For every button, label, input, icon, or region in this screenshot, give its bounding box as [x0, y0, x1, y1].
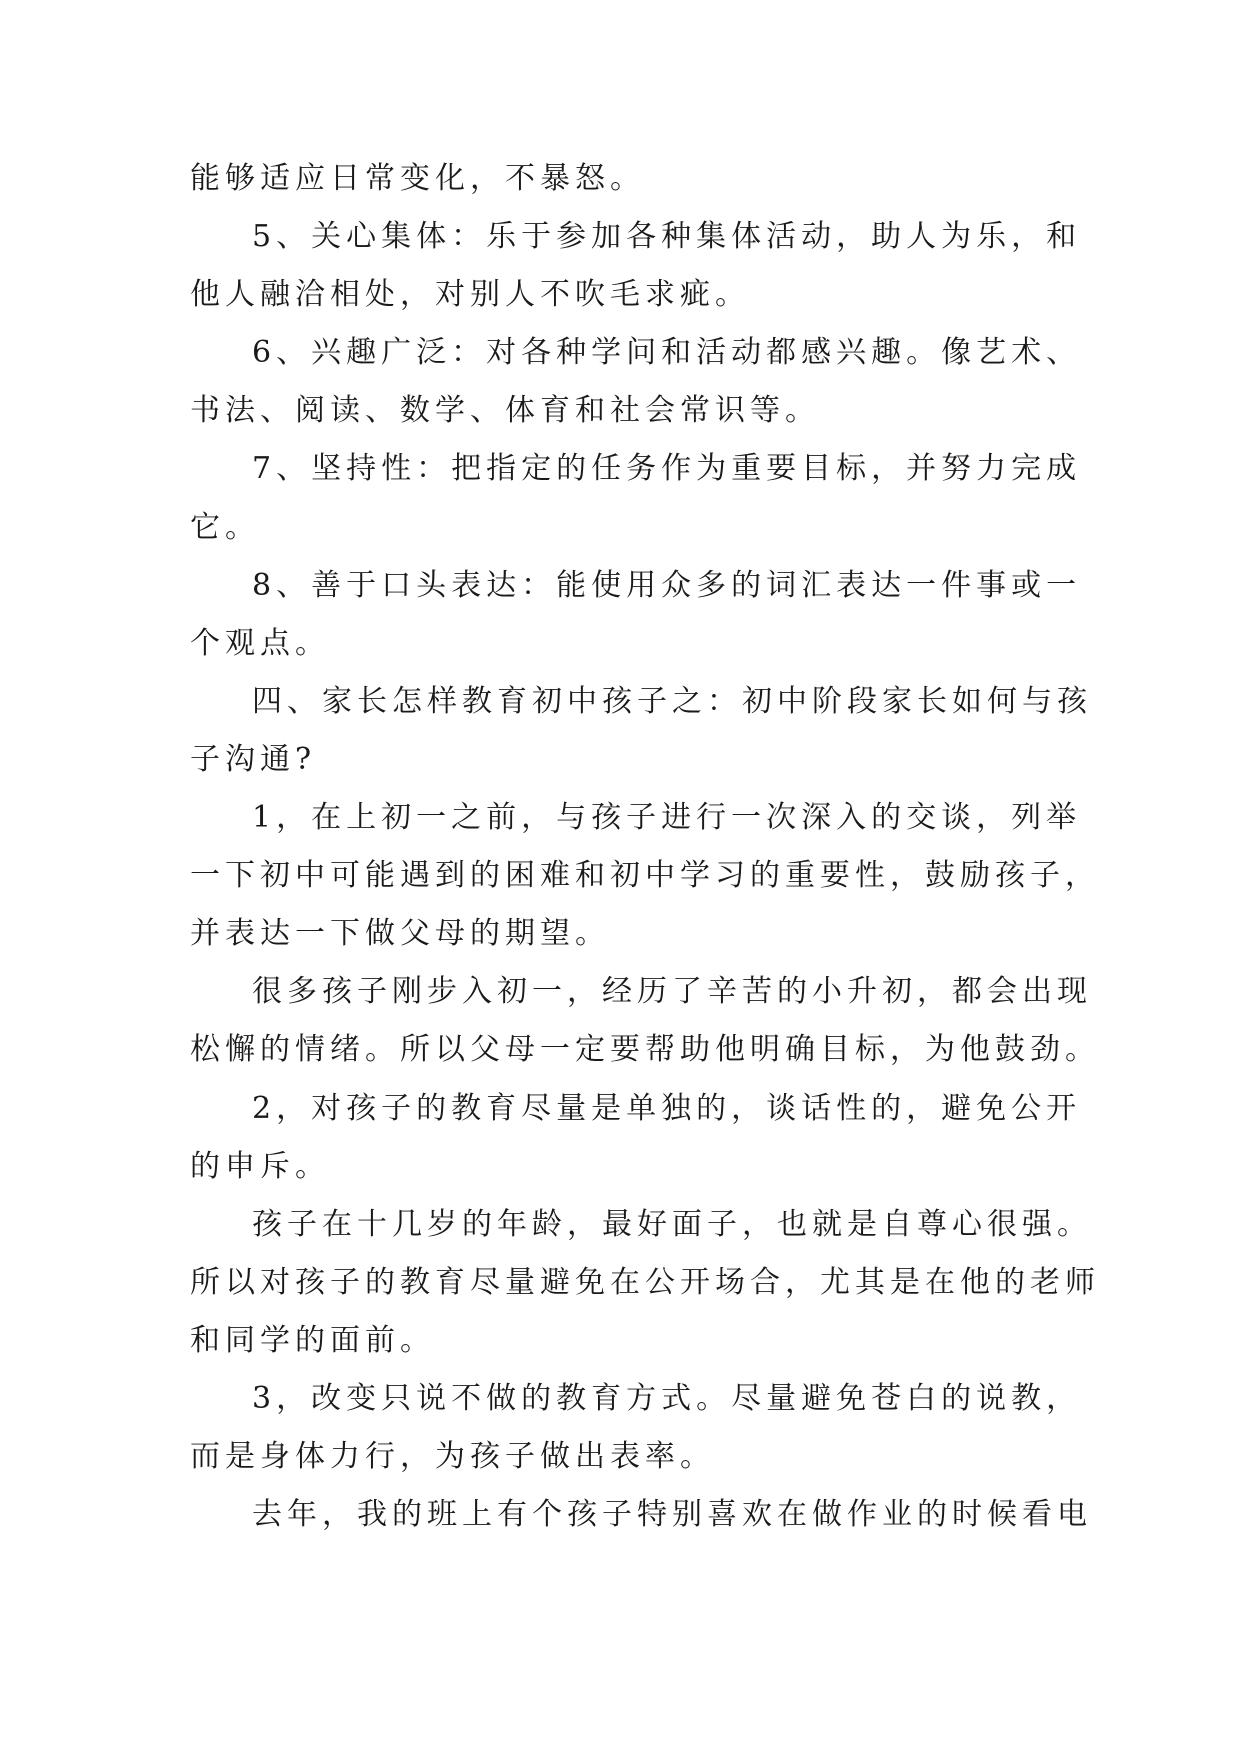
text-line: 一下初中可能遇到的困难和初中学习的重要性，鼓励孩子， [190, 858, 1100, 894]
text-line: 它。 [190, 509, 260, 545]
text-line: 6、兴趣广泛：对各种学问和活动都感兴趣。像艺术、 [252, 335, 1082, 371]
document-body [190, 150, 1100, 1544]
text-line: 8、善于口头表达：能使用众多的词汇表达一件事或一 [252, 567, 1082, 603]
text-line: 能够适应日常变化，不暴怒。 [190, 161, 645, 196]
text-line: 他人融洽相处，对别人不吹毛求疵。 [190, 277, 750, 313]
text-line: 很多孩子刚步入初一，经历了辛苦的小升初，都会出现 [252, 974, 1092, 1010]
text-line: 孩子在十几岁的年龄，最好面子，也就是自尊心很强。 [252, 1206, 1092, 1242]
text-line: 所以对孩子的教育尽量避免在公开场合，尤其是在他的老师 [190, 1264, 1100, 1300]
text-line: 并表达一下做父母的期望。 [190, 916, 610, 952]
text-line: 书法、阅读、数学、体育和社会常识等。 [190, 393, 820, 429]
text-line: 去年，我的班上有个孩子特别喜欢在做作业的时候看电 [252, 1497, 1092, 1533]
text-line: 个观点。 [190, 625, 330, 661]
text-line: 7、坚持性：把指定的任务作为重要目标，并努力完成 [252, 451, 1082, 487]
text-line: 和同学的面前。 [190, 1322, 435, 1358]
text-line: 2，对孩子的教育尽量是单独的，谈话性的，避免公开 [252, 1090, 1082, 1126]
text-line: 子沟通? [190, 741, 317, 777]
text-line: 3，改变只说不做的教育方式。尽量避免苍白的说教， [252, 1380, 1082, 1416]
text-line: 5、关心集体：乐于参加各种集体活动，助人为乐，和 [252, 219, 1082, 255]
text-line: 的申斥。 [190, 1148, 330, 1184]
text-line: 松懈的情绪。所以父母一定要帮助他明确目标，为他鼓劲。 [190, 1032, 1100, 1068]
text-line: 四、家长怎样教育初中孩子之：初中阶段家长如何与孩 [252, 683, 1092, 719]
text-line: 1，在上初一之前，与孩子进行一次深入的交谈，列举 [252, 800, 1082, 836]
text-line: 而是身体力行，为孩子做出表率。 [190, 1439, 715, 1475]
